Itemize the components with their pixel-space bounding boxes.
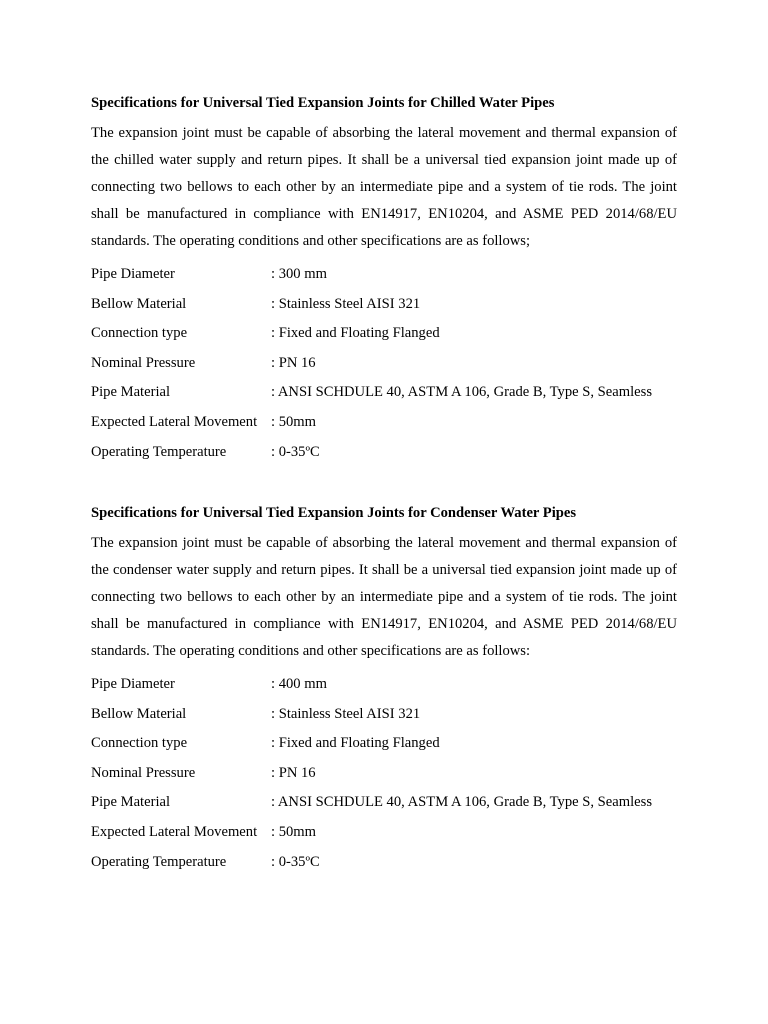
spec-label: Connection type — [91, 325, 188, 342]
spec-label: Pipe Material — [91, 384, 171, 401]
spec-label: Expected Lateral Movement — [91, 413, 258, 430]
spec-row-bellow-material — [91, 294, 677, 324]
section-chilled-water — [91, 93, 677, 471]
spec-value: : Stainless Steel AISI 321 — [271, 295, 421, 312]
section-paragraph: The expansion joint must be capable of absorbing the lateral movement and thermal expansion of the chilled water supply and return pipes. It shall be a universal tied expansion joint made up of connecting two bellows to each other by an intermediate pipe and a system of tie rods. The joint shall be manufactured in compliance with EN14917, EN10204, and ASME PED 2014/68/EU standards. The operating conditions and other specifications are as follows; — [91, 125, 677, 249]
spec-value: : 0-35ºC — [271, 443, 320, 460]
spec-row-pipe-material — [91, 792, 677, 822]
spec-value: : ANSI SCHDULE 40, ASTM A 106, Grade B, Type S, Seamless — [271, 384, 652, 401]
section-paragraph: The expansion joint must be capable of absorbing the lateral movement and thermal expansion of the condenser water supply and return pipes. It shall be a universal tied expansion joint made up of connecting two bellows to each other by an intermediate pipe and a system of tie rods. The joint shall be manufactured in compliance with EN14917, EN10204, and ASME PED 2014/68/EU standards. The operating conditions and other specifications are as follows: — [91, 535, 677, 659]
spec-value: : 50mm — [271, 823, 316, 840]
spec-value: : PN 16 — [271, 354, 316, 371]
spec-row-operating-temperature — [91, 442, 677, 472]
spec-list — [91, 674, 677, 881]
spec-value: : 0-35ºC — [271, 853, 320, 870]
spec-row-lateral-movement — [91, 822, 677, 852]
spec-label: Expected Lateral Movement — [91, 823, 258, 840]
spec-row-lateral-movement — [91, 412, 677, 442]
spec-value: : 300 mm — [271, 266, 327, 282]
spec-value: : 50mm — [271, 413, 316, 430]
spec-row-bellow-material — [91, 704, 677, 734]
spec-label: Bellow Material — [91, 705, 187, 722]
section-condenser-water — [91, 503, 677, 881]
spec-row-nominal-pressure — [91, 763, 677, 793]
spec-value: : ANSI SCHDULE 40, ASTM A 106, Grade B, Type S, Seamless — [271, 794, 652, 811]
spec-label: Pipe Diameter — [91, 676, 175, 692]
spec-row-operating-temperature — [91, 852, 677, 882]
spec-row-nominal-pressure — [91, 353, 677, 383]
spec-label: Pipe Material — [91, 794, 171, 811]
spec-row-pipe-material — [91, 382, 677, 412]
spec-value: : PN 16 — [271, 764, 316, 781]
spec-label: Nominal Pressure — [91, 354, 196, 371]
spec-row-pipe-diameter — [91, 264, 677, 294]
spec-label: Connection type — [91, 735, 188, 752]
spec-value: : 400 mm — [271, 676, 327, 692]
spec-label: Nominal Pressure — [91, 764, 196, 781]
spec-value: : Fixed and Floating Flanged — [271, 735, 440, 752]
section-heading: Specifications for Universal Tied Expansion Joints for Condenser Water Pipes — [91, 505, 577, 521]
section-heading: Specifications for Universal Tied Expansion Joints for Chilled Water Pipes — [91, 95, 555, 111]
spec-label: Pipe Diameter — [91, 266, 175, 282]
spec-label: Operating Temperature — [91, 443, 227, 460]
spec-label: Operating Temperature — [91, 853, 227, 870]
spec-list — [91, 264, 677, 471]
spec-label: Bellow Material — [91, 295, 187, 312]
spec-row-connection-type — [91, 733, 677, 763]
spec-row-pipe-diameter — [91, 674, 677, 704]
spec-value: : Stainless Steel AISI 321 — [271, 705, 421, 722]
spec-value: : Fixed and Floating Flanged — [271, 325, 440, 342]
spec-row-connection-type — [91, 323, 677, 353]
